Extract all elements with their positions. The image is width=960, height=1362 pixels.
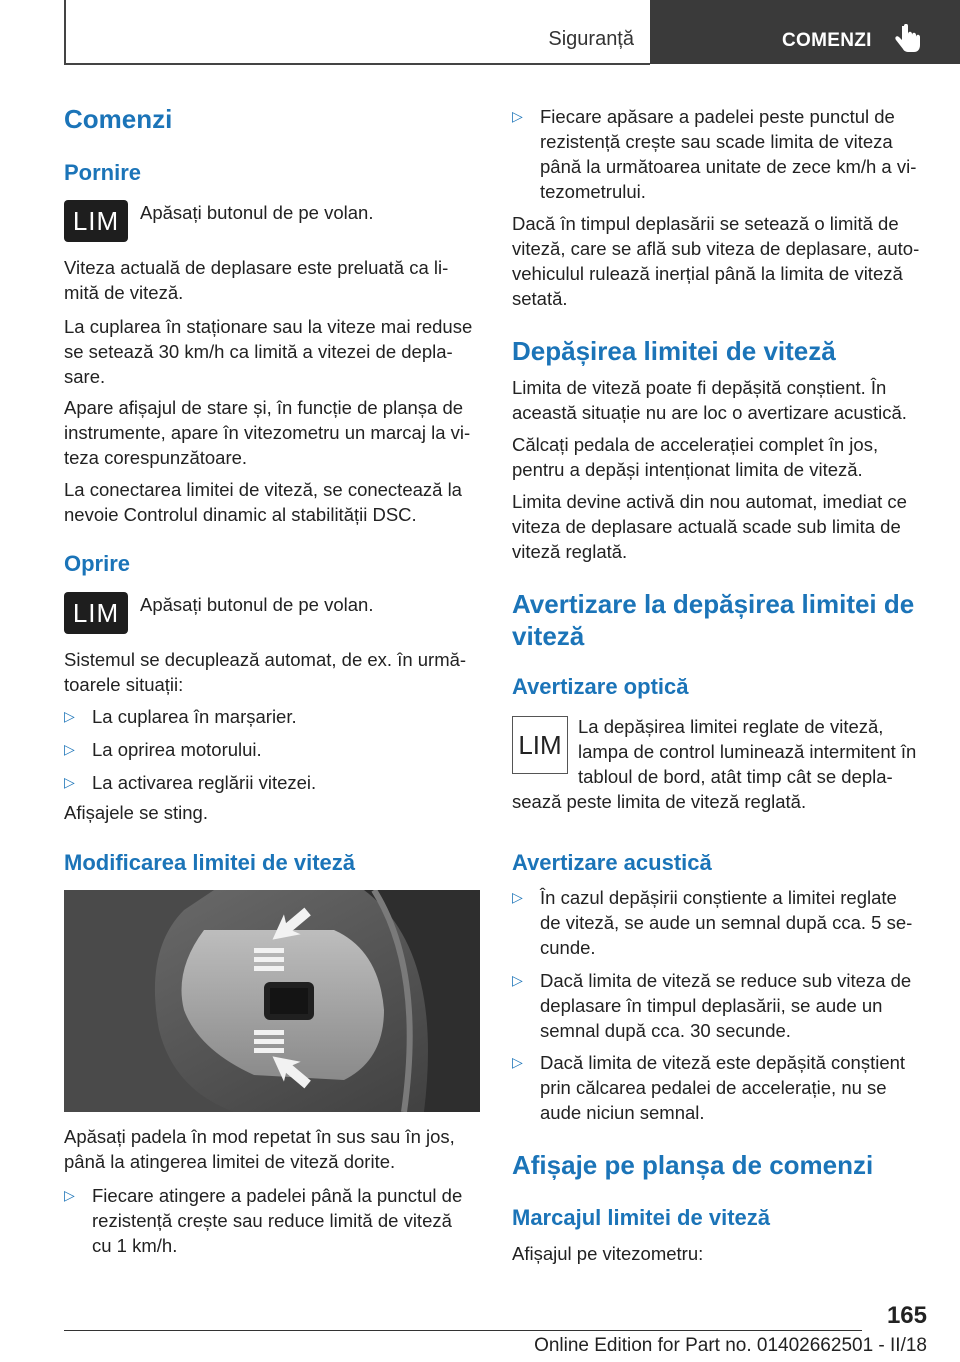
afisaje-p1: Afișajul pe vitezometru: bbox=[512, 1243, 704, 1264]
tab-comenzi[interactable] bbox=[650, 0, 960, 64]
page-title: Comenzi bbox=[64, 104, 173, 134]
tab-siguranta[interactable] bbox=[64, 0, 648, 62]
triangle-bullet-icon: ▷ bbox=[512, 1054, 523, 1070]
heading-avertizare-optica: Avertizare optică bbox=[512, 674, 689, 699]
tab-comenzi-label: COMENZI bbox=[782, 30, 872, 51]
page-number: 165 bbox=[886, 1302, 927, 1329]
heading-avertizare: Avertizare la depășirea limitei de viteză bbox=[512, 589, 915, 651]
optica-text-a: La depășirea limitei reglate de viteză, lampa de control luminează intermitent în tabloul de bord, atât timp cât se depla- bbox=[578, 716, 917, 787]
lim-indicator-icon: LIM bbox=[512, 716, 568, 774]
lim-button-icon: LIM bbox=[64, 200, 128, 242]
lim-button-icon: LIM bbox=[64, 592, 128, 634]
heading-modificare: Modificarea limitei de viteză bbox=[64, 850, 355, 875]
hand-pointer-icon bbox=[894, 24, 922, 54]
heading-afisaje: Afișaje pe planșa de comenzi bbox=[512, 1150, 874, 1180]
triangle-bullet-icon: ▷ bbox=[512, 108, 523, 124]
triangle-bullet-icon: ▷ bbox=[64, 741, 75, 757]
steering-wheel-photo bbox=[64, 890, 480, 1112]
footer-edition: Online Edition for Part no. 01402662501 - II/18 bbox=[534, 1335, 927, 1356]
heading-oprire: Oprire bbox=[64, 551, 131, 576]
heading-pornire: Pornire bbox=[64, 160, 142, 185]
pornire-p3: Apare afișajul de stare și, în funcție de planșa de instrumente, apare în vitezometru un marcaj la vi- teza corespunzătoare. bbox=[64, 397, 471, 468]
heading-marcajul: Marcajul limitei de viteză bbox=[512, 1205, 770, 1230]
triangle-bullet-icon: ▷ bbox=[512, 972, 523, 988]
depasirea-p2: Călcați pedala de accelerației complet în jos, pentru a depăși intenționat limita de viteză. bbox=[512, 434, 879, 480]
oprire-p2: Afișajele se sting. bbox=[64, 802, 208, 823]
footer-rule bbox=[64, 1330, 862, 1331]
depasirea-p3: Limita devine activă din nou automat, imediat ce viteza de deplasare actuală scade sub limita de viteză reglată. bbox=[512, 491, 907, 562]
right-p1: Dacă în timpul deplasării se setează o limită de viteză, care se află sub viteza de deplasare, auto- vehiculul rulează inerțial până la limita de viteză setată. bbox=[512, 213, 920, 309]
triangle-bullet-icon: ▷ bbox=[512, 889, 523, 905]
oprire-p1: Sistemul se decuplează automat, de ex. în urmă- toarele situații: bbox=[64, 649, 467, 695]
depasirea-p1: Limita de viteză poate fi depășită conștient. În această situație nu are loc o avertizare acustică. bbox=[512, 377, 907, 423]
triangle-bullet-icon: ▷ bbox=[64, 708, 75, 724]
pornire-action: Apăsați butonul de pe volan. bbox=[140, 202, 374, 223]
tab-siguranta-label: Siguranță bbox=[548, 28, 634, 50]
oprire-action: Apăsați butonul de pe volan. bbox=[140, 594, 374, 615]
header-bottom-rule bbox=[64, 63, 650, 65]
modificare-p1: Apăsați padela în mod repetat în sus sau în jos, până la atingerea limitei de viteză dorite. bbox=[64, 1126, 455, 1172]
pornire-p4: La conectarea limitei de viteză, se conectează la nevoie Controlul dinamic al stabilității DSC. bbox=[64, 479, 462, 525]
triangle-bullet-icon: ▷ bbox=[64, 774, 75, 790]
triangle-bullet-icon: ▷ bbox=[64, 1187, 75, 1203]
heading-depasirea: Depășirea limitei de viteză bbox=[512, 336, 836, 366]
pornire-p1: Viteza actuală de deplasare este preluată ca li- mită de viteză. bbox=[64, 257, 449, 303]
pornire-p2: La cuplarea în staționare sau la viteze mai reduse se setează 30 km/h ca limită a vitezei de depla- sare. bbox=[64, 316, 473, 387]
optica-text-b: sează peste limita de viteză reglată. bbox=[512, 791, 807, 812]
heading-avertizare-acustica: Avertizare acustică bbox=[512, 850, 712, 875]
